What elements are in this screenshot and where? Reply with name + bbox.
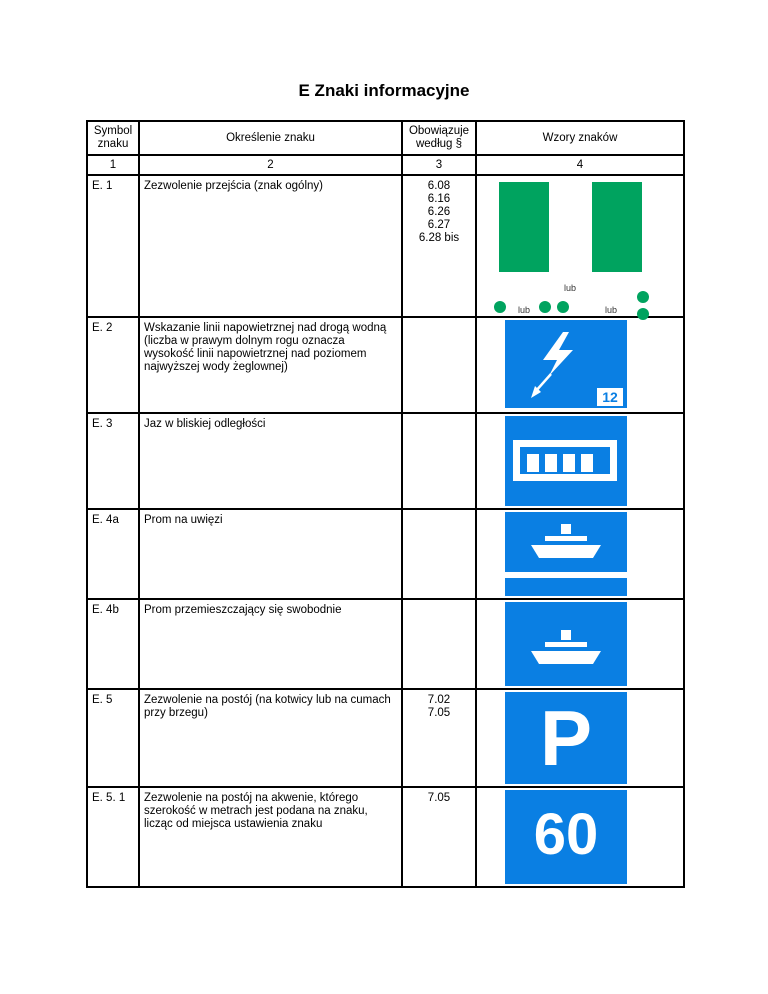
tethered-ferry-icon bbox=[505, 512, 627, 596]
lub-label: lub bbox=[564, 283, 577, 293]
row-paragraphs bbox=[402, 689, 476, 787]
row-paragraphs bbox=[402, 413, 476, 509]
free-ferry-icon bbox=[505, 602, 627, 686]
clearance-number: 12 bbox=[602, 389, 618, 405]
weir-sign bbox=[505, 416, 627, 506]
row-description: Jaz w bliskiej odległości bbox=[139, 413, 402, 509]
row-description: Zezwolenie na postój na akwenie, którego szerokość w metrach jest podana na znaku, licząc od miejsca ustawienia znaku bbox=[139, 787, 402, 887]
weir-icon bbox=[505, 416, 627, 506]
column-number: 2 bbox=[139, 155, 402, 175]
row-description: Zezwolenie przejścia (znak ogólny) bbox=[139, 175, 402, 317]
green-light-dot bbox=[494, 301, 506, 313]
table-row bbox=[87, 599, 684, 689]
paragraph-ref: 6.28 bis bbox=[418, 232, 460, 244]
sign-cell bbox=[476, 317, 684, 413]
row-paragraphs bbox=[402, 599, 476, 689]
row-symbol: E. 4b bbox=[87, 599, 139, 689]
paragraph-ref: 7.05 bbox=[427, 707, 451, 719]
row-description: Zezwolenie na postój (na kotwicy lub na cumach przy brzegu) bbox=[139, 689, 402, 787]
page-title: E Znaki informacyjne bbox=[298, 81, 470, 100]
signs-table bbox=[86, 120, 685, 888]
paragraph-ref: 6.16 bbox=[427, 193, 451, 205]
paragraph-ref: 6.26 bbox=[427, 206, 451, 218]
table-row bbox=[87, 689, 684, 787]
row-symbol: E. 5 bbox=[87, 689, 139, 787]
row-symbol: E. 4a bbox=[87, 509, 139, 599]
row-symbol: E. 5. 1 bbox=[87, 787, 139, 887]
paragraph-ref: 7.02 bbox=[427, 694, 451, 706]
column-number: 1 bbox=[87, 155, 139, 175]
paragraph-ref: 6.08 bbox=[427, 180, 451, 192]
row-paragraphs bbox=[402, 787, 476, 887]
green-panel-right bbox=[592, 182, 642, 272]
column-number: 4 bbox=[476, 155, 684, 175]
lub-label: lub bbox=[605, 305, 618, 315]
row-symbol: E. 3 bbox=[87, 413, 139, 509]
lub-label: lub bbox=[518, 305, 531, 315]
column-number: 3 bbox=[402, 155, 476, 175]
row-symbol: E. 2 bbox=[87, 317, 139, 413]
tethered-ferry-sign bbox=[505, 512, 627, 596]
parking-sign bbox=[505, 692, 627, 784]
sign-cell bbox=[476, 509, 684, 599]
table-row bbox=[87, 509, 684, 599]
sign-cell bbox=[476, 175, 684, 317]
green-light-dot bbox=[637, 291, 649, 303]
table-row bbox=[87, 317, 684, 413]
width-sign bbox=[505, 790, 627, 884]
row-symbol: E. 1 bbox=[87, 175, 139, 317]
header-row bbox=[87, 121, 684, 155]
header-description: Określenie znaku bbox=[139, 121, 402, 155]
sign-cell bbox=[476, 413, 684, 509]
paragraph-ref: 6.27 bbox=[427, 219, 451, 231]
row-description: Prom przemieszczający się swobodnie bbox=[139, 599, 402, 689]
header-symbol: Symbol znaku bbox=[87, 121, 139, 155]
green-panel-left bbox=[499, 182, 549, 272]
width-60-icon: 60 bbox=[533, 802, 599, 867]
row-description: Wskazanie linii napowietrznej nad drogą wodną (liczba w prawym dolnym rogu oznacza wysokość linii napowietrznej nad poziomem najwyższej wody żeglownej) bbox=[139, 317, 402, 413]
row-paragraphs bbox=[402, 509, 476, 599]
green-light-dot bbox=[539, 301, 551, 313]
row-description: Prom na uwięzi bbox=[139, 509, 402, 599]
green-light-dot bbox=[557, 301, 569, 313]
paragraph-ref: 7.05 bbox=[427, 792, 451, 804]
lightning-sign bbox=[505, 320, 627, 408]
sign-cell bbox=[476, 599, 684, 689]
sign-cell bbox=[476, 689, 684, 787]
table-row bbox=[87, 413, 684, 509]
row-paragraphs bbox=[402, 175, 476, 317]
column-number-row bbox=[87, 155, 684, 175]
header-paragraph: Obowiązuje według § bbox=[402, 121, 476, 155]
table-row bbox=[87, 175, 684, 317]
table-row bbox=[87, 787, 684, 887]
sign-cell bbox=[476, 787, 684, 887]
header-patterns: Wzory znaków bbox=[476, 121, 684, 155]
row-paragraphs bbox=[402, 317, 476, 413]
parking-icon: P bbox=[539, 694, 593, 782]
free-ferry-sign bbox=[505, 602, 627, 686]
